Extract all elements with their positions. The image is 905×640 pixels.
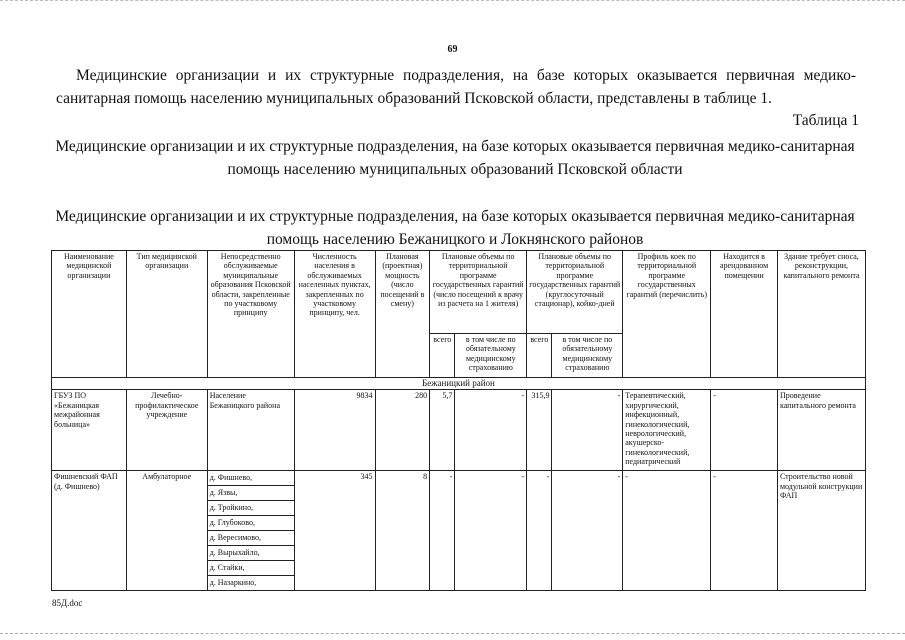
cell-name: Фишневский ФАП (д. Фишнево) (52, 471, 127, 591)
col-header-building: Здание требует сноса, реконструкции, капитального ремонта (777, 251, 865, 378)
col-header-population: Численность населения в обслуживаемых населенных пунктах, закрепленных по участковому принципу, чел. (294, 251, 375, 378)
table-header-row (52, 251, 866, 334)
table-row (52, 471, 866, 591)
col-header-served: Непосредственно обслуживаемые муниципальные образования Псковской области, закрепленные по участковому принципу (207, 251, 294, 378)
cell-served-villages (207, 471, 294, 591)
cell-visits-total: 5,7 (430, 390, 455, 471)
village-item: д. Назаркино, (209, 578, 257, 588)
subcol-beds-oms: в том числе по обязательному медицинскому страхованию (552, 334, 623, 378)
village-item: д. Стайки, (208, 561, 294, 576)
cell-visits-total: - (430, 471, 455, 591)
cell-building: Проведение капитального ремонта (777, 390, 865, 471)
cell-beds-oms: - (552, 471, 623, 591)
page-number: 69 (447, 44, 458, 55)
scan-edge-bottom (0, 633, 905, 634)
subcol-visits-oms: в том числе по обязательному медицинскому страхованию (455, 334, 527, 378)
scan-edge-top (0, 0, 905, 1)
village-item: д. Вырыхайло, (208, 546, 294, 561)
col-header-capacity: Плановая (проектная) мощность (число посещений в смену) (375, 251, 430, 378)
organizations-table (51, 250, 866, 591)
cell-type: Лечебно-профилактическое учреждение (126, 390, 207, 471)
subcol-beds-total: всего (527, 334, 552, 378)
cell-population: 9834 (294, 390, 375, 471)
cell-rented: - (711, 471, 778, 591)
cell-bed-profiles: Терапевтический, хирургический, инфекционный, гинекологический, неврологический, акушерско-гинекологический, педиатрический (623, 390, 711, 471)
col-header-name: Наименование медицинской организации (52, 251, 127, 378)
cell-population: 345 (294, 471, 375, 591)
cell-bed-profiles: - (623, 471, 711, 591)
col-header-rented: Находится в арендованном помещении (711, 251, 778, 378)
col-header-type: Тип медицинской организации (126, 251, 207, 378)
col-header-bed-profiles: Профиль коек по территориальной программе государственных гарантий (перечислить) (623, 251, 711, 378)
cell-served: Население Бежаницкого района (207, 390, 294, 471)
cell-visits-oms: - (455, 390, 527, 471)
table-label: Таблица 1 (792, 112, 859, 129)
section-title: Бежаницкий район (52, 378, 866, 390)
subcol-visits-total: всего (430, 334, 455, 378)
cell-type: Амбулаторное (126, 471, 207, 591)
col-header-visits: Плановые объемы по территориальной программе государственных гарантий (число посещений к врачу из расчета на 1 жителя) (430, 251, 527, 334)
village-item: д. Язвы, (208, 486, 294, 501)
cell-rented: - (711, 390, 778, 471)
cell-capacity: 280 (375, 390, 430, 471)
col-header-beds: Плановые объемы по территориальной программе государственных гарантий (круглосуточный стационар), койко-дней (527, 251, 623, 334)
cell-beds-oms: - (552, 390, 623, 471)
cell-building: Строительство новой модульной конструкции ФАП (777, 471, 865, 591)
village-item: д. Фишнево, (208, 471, 294, 486)
cell-beds-total: 315,9 (527, 390, 552, 471)
table-subheading: Медицинские организации и их структурные подразделения, на базе которых оказывается первичная медико-санитарная помощь населению Бежаницкого и Локнянского районов (55, 208, 855, 248)
file-name-footer: 85Д.doc (52, 598, 83, 608)
cell-capacity: 8 (375, 471, 430, 591)
intro-paragraph: Медицинские организации и их структурные подразделения, на базе которых оказывается первичная медико-санитарная помощь населению муниципальных образований Псковской области, представлены в таблице 1. (56, 67, 856, 107)
village-item: д. Глубоково, (208, 516, 294, 531)
village-item: д. Тройкино, (208, 501, 294, 516)
cell-beds-total: - (527, 471, 552, 591)
village-item: д. Вересимово, (208, 531, 294, 546)
table-heading: Медицинские организации и их структурные подразделения, на базе которых оказывается первичная медико-санитарная помощь населению муниципальных образований Псковской области (55, 138, 855, 178)
cell-visits-oms: - (455, 471, 527, 591)
table-row (52, 390, 866, 471)
section-row (52, 378, 866, 390)
cell-name: ГБУЗ ПО «Бежаницкая межрайонная больница» (52, 390, 127, 471)
